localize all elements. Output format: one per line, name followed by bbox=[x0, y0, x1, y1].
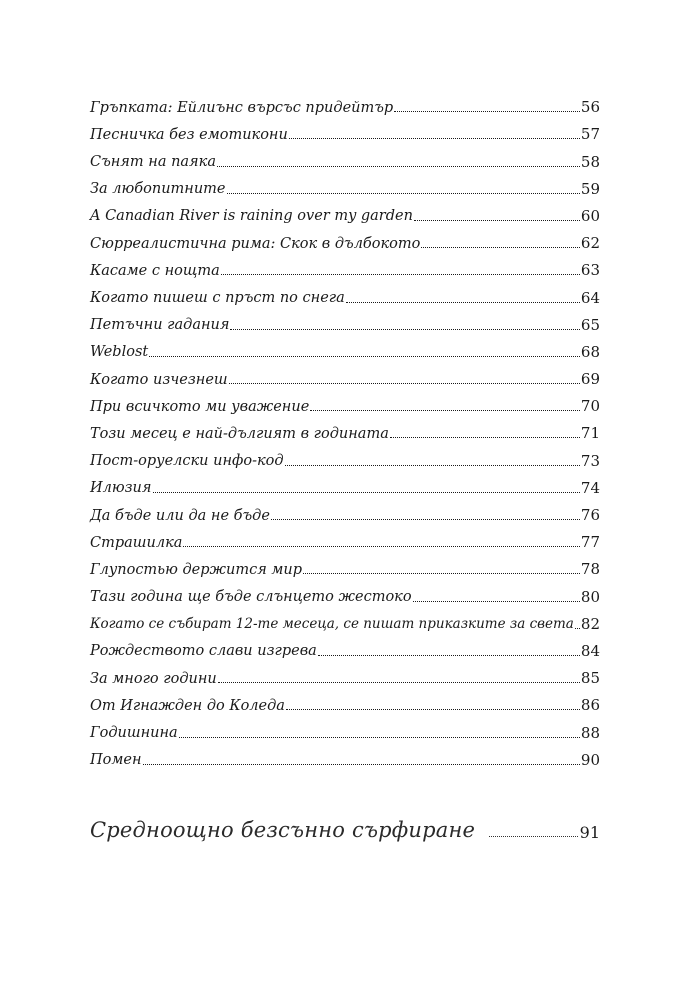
entry-title: Петъчни гадания bbox=[90, 317, 230, 334]
entry-title: Песничка без емотикони bbox=[90, 126, 288, 143]
page-number: 59 bbox=[580, 179, 600, 198]
entry-title: Страшилка bbox=[90, 534, 183, 551]
toc-entry bbox=[90, 441, 600, 468]
entry-title: A Canadian River is raining over my garden bbox=[90, 208, 413, 225]
page-number: 64 bbox=[580, 288, 600, 307]
entry-title: Сюрреалистична рима: Скок в дълбокото bbox=[90, 235, 421, 252]
entry-title: Помен bbox=[90, 752, 142, 769]
dot-leader bbox=[394, 111, 580, 112]
dot-leader bbox=[149, 356, 580, 357]
entry-title: Тази година ще бъде слънцето жестоко bbox=[90, 589, 412, 606]
toc-entry bbox=[90, 659, 600, 686]
toc-entry bbox=[90, 605, 600, 632]
toc-entry bbox=[90, 713, 600, 740]
dot-leader bbox=[413, 601, 580, 602]
toc-entry bbox=[90, 496, 600, 523]
page-number: 63 bbox=[580, 261, 600, 280]
entry-title: За любопитните bbox=[90, 181, 226, 198]
dot-leader bbox=[218, 682, 580, 683]
entry-title: Когато изчезнеш bbox=[90, 371, 228, 388]
page-number: 57 bbox=[580, 125, 600, 144]
entry-title: От Игнажден до Коледа bbox=[90, 697, 285, 714]
page-number: 65 bbox=[580, 315, 600, 334]
page-number: 86 bbox=[580, 696, 600, 715]
entry-title: Когато се събират 12-те месеца, се пишат приказките за света bbox=[90, 616, 574, 633]
page-number: 80 bbox=[580, 587, 600, 606]
toc-entry bbox=[90, 686, 600, 713]
entry-title: Рождеството слави изгрева bbox=[90, 643, 317, 660]
toc-entry bbox=[90, 142, 600, 169]
toc-entry bbox=[90, 523, 600, 550]
toc-entry bbox=[90, 306, 600, 333]
table-of-contents bbox=[90, 88, 600, 768]
toc-entry bbox=[90, 577, 600, 604]
dot-leader bbox=[179, 737, 580, 738]
page-number: 77 bbox=[580, 533, 600, 552]
entry-title: Глупостью держится мир bbox=[90, 561, 303, 578]
toc-entry bbox=[90, 251, 600, 278]
page-number: 62 bbox=[580, 234, 600, 253]
page-number: 90 bbox=[580, 750, 600, 769]
toc-entry bbox=[90, 333, 600, 360]
dot-leader bbox=[289, 138, 580, 139]
dot-leader bbox=[285, 465, 580, 466]
dot-leader bbox=[217, 166, 580, 167]
toc-entry bbox=[90, 197, 600, 224]
dot-leader bbox=[303, 573, 580, 574]
toc-entry bbox=[90, 741, 600, 768]
toc-entry bbox=[90, 550, 600, 577]
dot-leader bbox=[310, 410, 580, 411]
page-number: 73 bbox=[580, 451, 600, 470]
dot-leader bbox=[390, 437, 580, 438]
page-number: 78 bbox=[580, 560, 600, 579]
entry-title: За много години bbox=[90, 670, 217, 687]
page-number: 82 bbox=[580, 614, 600, 633]
page-number: 85 bbox=[580, 669, 600, 688]
toc-section-entry bbox=[90, 812, 600, 842]
page-number: 91 bbox=[579, 823, 600, 842]
toc-entry bbox=[90, 115, 600, 142]
dot-leader bbox=[229, 383, 580, 384]
entry-title: Гръпката: Ейлиънс върсъс придейтър bbox=[90, 99, 394, 116]
toc-entry bbox=[90, 414, 600, 441]
page-number: 88 bbox=[580, 723, 600, 742]
toc-entry bbox=[90, 469, 600, 496]
dot-leader bbox=[271, 519, 580, 520]
entry-title: Weblost bbox=[90, 344, 149, 361]
dot-leader bbox=[227, 193, 580, 194]
toc-entry bbox=[90, 224, 600, 251]
dot-leader bbox=[414, 220, 580, 221]
toc-entry bbox=[90, 360, 600, 387]
dot-leader bbox=[489, 836, 577, 837]
toc-entry bbox=[90, 170, 600, 197]
dot-leader bbox=[575, 628, 580, 629]
page-number: 76 bbox=[580, 506, 600, 524]
page-number: 68 bbox=[580, 342, 600, 361]
toc-entry bbox=[90, 278, 600, 305]
page-number: 70 bbox=[580, 397, 600, 416]
toc-entry bbox=[90, 632, 600, 659]
entry-title: Да бъде или да не бъде bbox=[90, 507, 270, 524]
entry-title: Илюзия bbox=[90, 480, 152, 497]
page-number: 56 bbox=[580, 98, 600, 117]
page-number: 69 bbox=[580, 370, 600, 389]
entry-title: Когато пишеш с пръст по снега bbox=[90, 290, 345, 306]
entry-title: Пост-оруелски инфо-код bbox=[90, 453, 284, 470]
dot-leader bbox=[221, 274, 580, 275]
dot-leader bbox=[143, 764, 580, 765]
page-number: 74 bbox=[580, 478, 600, 497]
dot-leader bbox=[346, 302, 580, 303]
toc-entry bbox=[90, 387, 600, 414]
dot-leader bbox=[183, 546, 580, 547]
page-number: 58 bbox=[580, 152, 600, 171]
toc-entry bbox=[90, 88, 600, 115]
page-number: 71 bbox=[580, 424, 600, 443]
section-title: Средноощно безсънно сърфиране bbox=[90, 818, 476, 842]
entry-title: Този месец е най-дългият в годината bbox=[90, 425, 389, 442]
entry-title: Касаме с нощта bbox=[90, 262, 220, 279]
entry-title: Годишнина bbox=[90, 725, 178, 741]
entry-title: Сънят на паяка bbox=[90, 154, 216, 171]
dot-leader bbox=[421, 247, 580, 248]
dot-leader bbox=[318, 655, 580, 656]
dot-leader bbox=[230, 329, 579, 330]
dot-leader bbox=[153, 492, 580, 493]
page-number: 60 bbox=[580, 206, 600, 225]
entry-title: При всичкото ми уважение bbox=[90, 398, 310, 415]
page-number: 84 bbox=[580, 641, 600, 660]
dot-leader bbox=[286, 709, 580, 710]
